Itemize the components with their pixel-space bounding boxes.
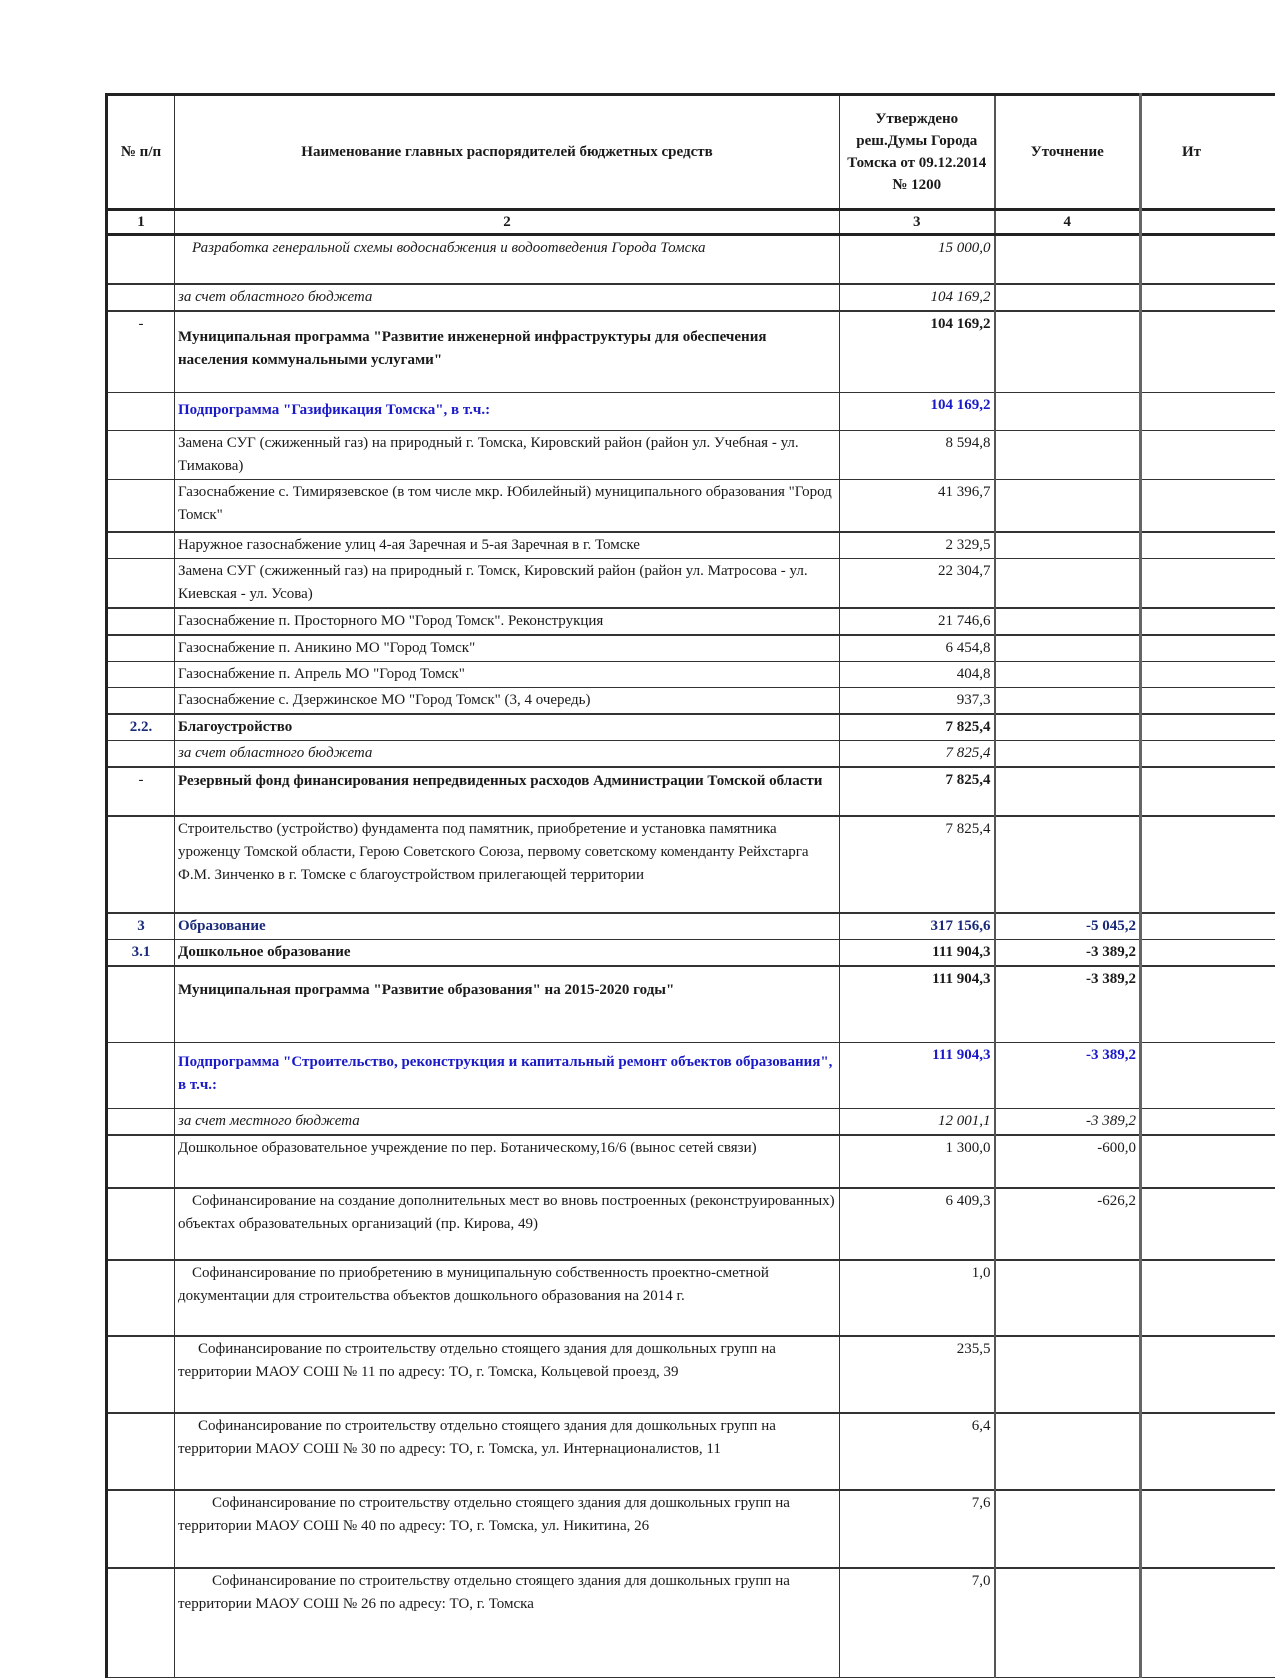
- row-change: [995, 714, 1141, 741]
- row-change: -3 389,2: [995, 966, 1141, 1042]
- row-approved: 1,0: [840, 1260, 995, 1336]
- row-name: Муниципальная программа "Развитие образования" на 2015-2020 годы": [175, 966, 840, 1042]
- row-index: -: [107, 311, 175, 393]
- row-approved: 7 825,4: [840, 816, 995, 913]
- row-approved: 6 409,3: [840, 1188, 995, 1260]
- row-change: [995, 816, 1141, 913]
- row-change: [995, 558, 1141, 608]
- row-total: [1141, 767, 1275, 816]
- row-name: Софинансирование по строительству отдельно стоящего здания для дошкольных групп на территории МАОУ СОШ № 11 по адресу: ТО, г. Томска, Кольцевой проезд, 39: [175, 1336, 840, 1413]
- row-total: [1141, 1188, 1275, 1260]
- row-change: [995, 662, 1141, 688]
- row-index: 3: [107, 913, 175, 940]
- row-total: [1141, 1413, 1275, 1490]
- row-name: Софинансирование по приобретению в муниципальную собственность проектно-сметной документации для строительства объектов дошкольного образования на 2014 г.: [175, 1260, 840, 1336]
- table-row: [107, 913, 1275, 940]
- row-total: [1141, 1568, 1275, 1678]
- row-approved: 15 000,0: [840, 235, 995, 284]
- row-index: [107, 480, 175, 532]
- row-index: [107, 1042, 175, 1108]
- table-row: [107, 688, 1275, 715]
- row-change: [995, 235, 1141, 284]
- row-total: [1141, 741, 1275, 768]
- table-header-row: [107, 95, 1275, 210]
- row-approved: 937,3: [840, 688, 995, 715]
- row-total: [1141, 714, 1275, 741]
- row-change: [995, 1490, 1141, 1568]
- row-change: [995, 608, 1141, 635]
- row-change: [995, 635, 1141, 662]
- row-name: Софинансирование на создание дополнительных мест во вновь построенных (реконструированных) объектах образовательных организаций (пр. Кирова, 49): [175, 1188, 840, 1260]
- table-row: [107, 1490, 1275, 1568]
- row-change: [995, 393, 1141, 431]
- row-name: за счет областного бюджета: [175, 741, 840, 768]
- table-row: [107, 1188, 1275, 1260]
- table-row: [107, 235, 1275, 284]
- row-change: -5 045,2: [995, 913, 1141, 940]
- row-approved: 235,5: [840, 1336, 995, 1413]
- row-change: [995, 311, 1141, 393]
- row-index: [107, 966, 175, 1042]
- row-index: [107, 235, 175, 284]
- row-total: [1141, 688, 1275, 715]
- row-index: 3.1: [107, 940, 175, 967]
- row-total: [1141, 1336, 1275, 1413]
- table-row: [107, 1413, 1275, 1490]
- row-approved: 21 746,6: [840, 608, 995, 635]
- header-index: № п/п: [107, 95, 175, 210]
- row-index: -: [107, 767, 175, 816]
- row-index: [107, 1108, 175, 1135]
- header-name: Наименование главных распорядителей бюджетных средств: [175, 95, 840, 210]
- column-number: [1141, 210, 1275, 235]
- row-approved: 7 825,4: [840, 741, 995, 768]
- table-row: [107, 1568, 1275, 1678]
- row-total: [1141, 940, 1275, 967]
- row-name: Резервный фонд финансирования непредвиденных расходов Администрации Томской области: [175, 767, 840, 816]
- row-index: [107, 635, 175, 662]
- row-name: Благоустройство: [175, 714, 840, 741]
- row-name: Замена СУГ (сжиженный газ) на природный г. Томск, Кировский район (район ул. Матросова - ул. Киевская - ул. Усова): [175, 558, 840, 608]
- row-name: Газоснабжение с. Дзержинское МО "Город Томск" (3, 4 очередь): [175, 688, 840, 715]
- table-row: [107, 966, 1275, 1042]
- table-row: [107, 532, 1275, 559]
- row-approved: 111 904,3: [840, 940, 995, 967]
- row-change: -626,2: [995, 1188, 1141, 1260]
- row-change: [995, 741, 1141, 768]
- row-change: [995, 284, 1141, 311]
- row-approved: 7,6: [840, 1490, 995, 1568]
- table-row: [107, 940, 1275, 967]
- row-index: [107, 284, 175, 311]
- row-name: Газоснабжение п. Просторного МО "Город Томск". Реконструкция: [175, 608, 840, 635]
- table-row: [107, 1135, 1275, 1188]
- row-approved: 22 304,7: [840, 558, 995, 608]
- row-index: [107, 1336, 175, 1413]
- row-total: [1141, 431, 1275, 480]
- table-row: [107, 741, 1275, 768]
- row-name: Газоснабжение с. Тимирязевское (в том числе мкр. Юбилейный) муниципального образования "Город Томск": [175, 480, 840, 532]
- row-change: [995, 688, 1141, 715]
- row-change: -600,0: [995, 1135, 1141, 1188]
- row-change: [995, 1568, 1141, 1678]
- row-index: [107, 1260, 175, 1336]
- row-total: [1141, 532, 1275, 559]
- row-name: Разработка генеральной схемы водоснабжения и водоотведения Города Томска: [175, 235, 840, 284]
- row-name: Газоснабжение п. Апрель МО "Город Томск": [175, 662, 840, 688]
- table-row: [107, 635, 1275, 662]
- row-total: [1141, 284, 1275, 311]
- row-index: [107, 741, 175, 768]
- row-index: [107, 1568, 175, 1678]
- header-approved: Утверждено реш.Думы Города Томска от 09.12.2014 № 1200: [840, 95, 995, 210]
- row-index: [107, 662, 175, 688]
- table-row: [107, 1260, 1275, 1336]
- row-total: [1141, 608, 1275, 635]
- table-row: [107, 816, 1275, 913]
- row-name: Дошкольное образовательное учреждение по пер. Ботаническому,16/6 (вынос сетей связи): [175, 1135, 840, 1188]
- row-name: Газоснабжение п. Аникино МО "Город Томск": [175, 635, 840, 662]
- row-total: [1141, 235, 1275, 284]
- row-index: [107, 1490, 175, 1568]
- row-index: [107, 558, 175, 608]
- row-change: -3 389,2: [995, 1108, 1141, 1135]
- row-total: [1141, 913, 1275, 940]
- row-name: Дошкольное образование: [175, 940, 840, 967]
- table-row: [107, 558, 1275, 608]
- table-row: [107, 1108, 1275, 1135]
- row-change: [995, 1260, 1141, 1336]
- table-row: [107, 608, 1275, 635]
- row-total: [1141, 966, 1275, 1042]
- row-change: -3 389,2: [995, 1042, 1141, 1108]
- row-total: [1141, 1490, 1275, 1568]
- header-change: Уточнение: [995, 95, 1141, 210]
- row-approved: 317 156,6: [840, 913, 995, 940]
- column-number-row: [107, 210, 1275, 235]
- table-row: [107, 714, 1275, 741]
- row-approved: 111 904,3: [840, 966, 995, 1042]
- column-number: 4: [995, 210, 1141, 235]
- row-name: Строительство (устройство) фундамента под памятник, приобретение и установка памятника уроженцу Томской области, Герою Советского Союза, первому советскому коменданту Рейхстарга Ф.М. Зинченко в г. Томске с благоустройством прилегающей территории: [175, 816, 840, 913]
- row-total: [1141, 662, 1275, 688]
- row-index: [107, 431, 175, 480]
- row-approved: 6 454,8: [840, 635, 995, 662]
- row-index: 2.2.: [107, 714, 175, 741]
- row-name: Софинансирование по строительству отдельно стоящего здания для дошкольных групп на территории МАОУ СОШ № 26 по адресу: ТО, г. Томска: [175, 1568, 840, 1678]
- row-total: [1141, 1260, 1275, 1336]
- row-change: -3 389,2: [995, 940, 1141, 967]
- row-approved: 2 329,5: [840, 532, 995, 559]
- row-index: [107, 816, 175, 913]
- row-index: [107, 688, 175, 715]
- row-change: [995, 480, 1141, 532]
- row-approved: 12 001,1: [840, 1108, 995, 1135]
- row-name: Образование: [175, 913, 840, 940]
- row-approved: 104 169,2: [840, 311, 995, 393]
- table-row: [107, 393, 1275, 431]
- row-index: [107, 608, 175, 635]
- row-approved: 8 594,8: [840, 431, 995, 480]
- row-total: [1141, 1042, 1275, 1108]
- row-total: [1141, 1108, 1275, 1135]
- row-name: за счет местного бюджета: [175, 1108, 840, 1135]
- row-total: [1141, 311, 1275, 393]
- table-row: [107, 1042, 1275, 1108]
- column-number: 2: [175, 210, 840, 235]
- table-row: [107, 767, 1275, 816]
- row-approved: 404,8: [840, 662, 995, 688]
- row-change: [995, 431, 1141, 480]
- row-approved: 7 825,4: [840, 767, 995, 816]
- row-name: Софинансирование по строительству отдельно стоящего здания для дошкольных групп на территории МАОУ СОШ № 40 по адресу: ТО, г. Томска, ул. Никитина, 26: [175, 1490, 840, 1568]
- row-index: [107, 1135, 175, 1188]
- table-row: [107, 431, 1275, 480]
- header-total: Ит: [1141, 95, 1275, 210]
- row-total: [1141, 1135, 1275, 1188]
- row-name: Софинансирование по строительству отдельно стоящего здания для дошкольных групп на территории МАОУ СОШ № 30 по адресу: ТО, г. Томска, ул. Интернационалистов, 11: [175, 1413, 840, 1490]
- row-approved: 1 300,0: [840, 1135, 995, 1188]
- row-approved: 7,0: [840, 1568, 995, 1678]
- column-number: 1: [107, 210, 175, 235]
- column-number: 3: [840, 210, 995, 235]
- row-name: Подпрограмма "Строительство, реконструкция и капитальный ремонт объектов образования", в т.ч.:: [175, 1042, 840, 1108]
- row-approved: 41 396,7: [840, 480, 995, 532]
- row-total: [1141, 816, 1275, 913]
- row-name: Муниципальная программа "Развитие инженерной инфраструктуры для обеспечения населения коммунальными услугами": [175, 311, 840, 393]
- row-index: [107, 532, 175, 559]
- row-approved: 111 904,3: [840, 1042, 995, 1108]
- row-total: [1141, 558, 1275, 608]
- row-index: [107, 1413, 175, 1490]
- table-row: [107, 1336, 1275, 1413]
- table-row: [107, 480, 1275, 532]
- row-approved: 104 169,2: [840, 393, 995, 431]
- row-name: Замена СУГ (сжиженный газ) на природный г. Томска, Кировский район (район ул. Учебная - ул. Тимакова): [175, 431, 840, 480]
- row-approved: 7 825,4: [840, 714, 995, 741]
- row-index: [107, 1188, 175, 1260]
- row-change: [995, 767, 1141, 816]
- row-approved: 104 169,2: [840, 284, 995, 311]
- row-total: [1141, 393, 1275, 431]
- row-total: [1141, 635, 1275, 662]
- budget-table: [105, 93, 1275, 1678]
- row-total: [1141, 480, 1275, 532]
- row-index: [107, 393, 175, 431]
- row-change: [995, 532, 1141, 559]
- row-name: Наружное газоснабжение улиц 4-ая Заречная и 5-ая Заречная в г. Томске: [175, 532, 840, 559]
- table-row: [107, 311, 1275, 393]
- row-change: [995, 1413, 1141, 1490]
- row-name: за счет областного бюджета: [175, 284, 840, 311]
- table-row: [107, 284, 1275, 311]
- row-change: [995, 1336, 1141, 1413]
- table-row: [107, 662, 1275, 688]
- row-name: Подпрограмма "Газификация Томска", в т.ч.:: [175, 393, 840, 431]
- row-approved: 6,4: [840, 1413, 995, 1490]
